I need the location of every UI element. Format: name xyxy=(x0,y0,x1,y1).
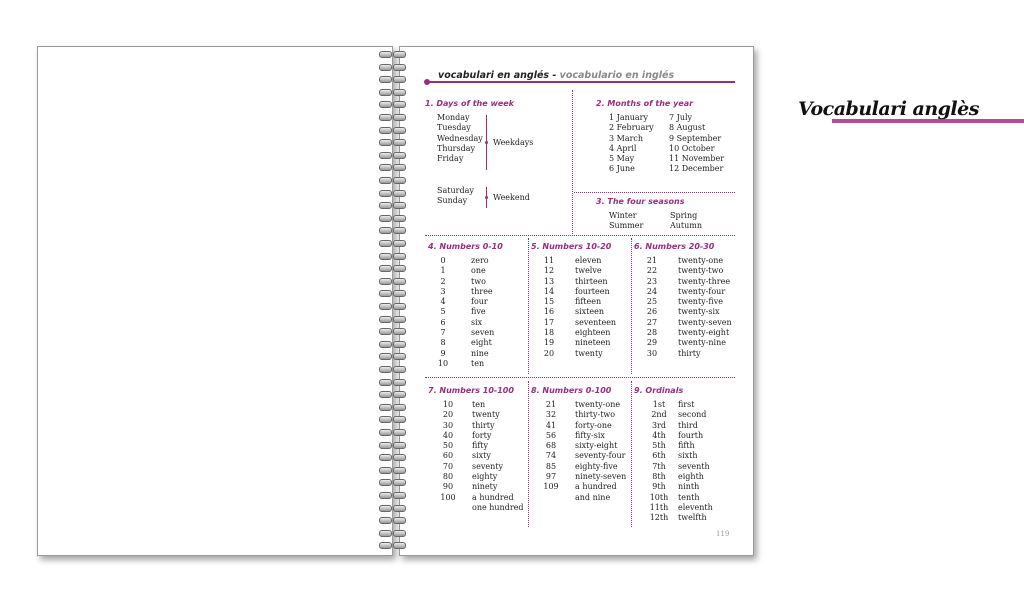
numbers-10-100-title: 7. Numbers 10-100 xyxy=(428,386,514,395)
list-item: 56 xyxy=(545,430,557,440)
numbers-0-100-title: 8. Numbers 0-100 xyxy=(531,386,612,395)
weekdays-list xyxy=(437,112,483,163)
list-item: 9 xyxy=(440,348,446,358)
list-item: 41 xyxy=(545,420,557,430)
list-item: fifth xyxy=(678,441,695,451)
list-item: first xyxy=(678,400,695,409)
spiral-binding xyxy=(378,48,408,554)
list-item: ten xyxy=(472,400,486,409)
spiral-ring xyxy=(378,176,406,183)
list-item: 21 xyxy=(545,400,557,409)
list-item: sixty xyxy=(472,451,491,461)
list-item: 10 xyxy=(442,400,454,409)
numbers-0-10-title: 4. Numbers 0-10 xyxy=(428,242,503,251)
spiral-ring xyxy=(378,365,406,372)
list-item: 5th xyxy=(652,441,666,451)
list-item: 21 xyxy=(646,256,658,265)
spiral-ring xyxy=(378,138,406,145)
weekend-bracket-dot xyxy=(485,196,488,199)
list-item: Friday xyxy=(437,154,464,164)
list-item: 11th xyxy=(649,502,669,512)
spiral-ring xyxy=(378,491,406,498)
spiral-ring xyxy=(378,315,406,322)
list-item: five xyxy=(471,307,486,317)
seasons-left-list xyxy=(609,210,643,231)
list-item: 1 xyxy=(440,266,446,276)
list-item: third xyxy=(678,420,698,430)
spiral-ring xyxy=(378,201,406,208)
divider-middle-row xyxy=(425,377,735,378)
list-item: 9th xyxy=(652,482,666,492)
list-item: twelve xyxy=(575,266,602,276)
list-item: Saturday xyxy=(437,186,474,195)
list-item: twenty-three xyxy=(678,276,731,286)
list-item: 12 xyxy=(543,266,555,276)
spiral-ring xyxy=(378,529,406,536)
list-item: Thursday xyxy=(437,143,475,153)
weekdays-bracket-dot xyxy=(485,141,488,144)
list-item: 11 xyxy=(543,256,555,265)
numbers-20-30-title: 6. Numbers 20-30 xyxy=(634,242,715,251)
divider-col-1 xyxy=(528,238,529,374)
spiral-ring xyxy=(378,466,406,473)
ordinals-words xyxy=(678,400,713,524)
list-item: 60 xyxy=(442,451,454,461)
list-item: eighth xyxy=(678,472,704,482)
list-item: 30 xyxy=(646,348,658,358)
list-item: six xyxy=(471,317,483,327)
list-item: second xyxy=(678,410,707,420)
list-item: twenty-one xyxy=(575,400,621,409)
numbers-10-100-words xyxy=(472,400,524,513)
spiral-ring xyxy=(378,378,406,385)
months-left-list xyxy=(609,112,654,174)
list-item: 5 May xyxy=(609,154,635,164)
spiral-ring xyxy=(378,239,406,246)
list-item: 4 April xyxy=(609,143,637,153)
list-item: sixty-eight xyxy=(575,441,618,451)
list-item: seventy xyxy=(472,461,503,471)
numbers-0-100-words xyxy=(575,400,626,503)
list-item: 74 xyxy=(545,451,557,461)
list-item: seventh xyxy=(678,461,710,471)
list-item: 8th xyxy=(652,472,666,482)
seasons-title: 3. The four seasons xyxy=(596,197,685,206)
list-item: 8 xyxy=(440,338,446,348)
list-item: Wednesday xyxy=(437,133,483,143)
list-item: eleven xyxy=(575,256,602,265)
list-item: fifty xyxy=(472,441,489,451)
header-catalan: vocabulari en anglés xyxy=(438,70,550,81)
spiral-ring xyxy=(378,277,406,284)
list-item: thirty-two xyxy=(575,410,616,420)
divider-top-row xyxy=(425,235,735,236)
list-item: one hundred xyxy=(472,502,524,512)
numbers-10-20-title: 5. Numbers 10-20 xyxy=(531,242,612,251)
list-item: a hundred xyxy=(575,482,617,492)
spiral-ring xyxy=(378,352,406,359)
divider-col-4 xyxy=(631,381,632,527)
list-item: twenty-two xyxy=(678,266,724,276)
list-item: and nine xyxy=(575,492,611,502)
list-item: eighty xyxy=(472,472,498,482)
list-item: 7 July xyxy=(669,113,693,122)
list-item: twenty-seven xyxy=(678,317,732,327)
list-item: seventy-four xyxy=(575,451,626,461)
list-item: Autumn xyxy=(670,221,703,231)
spiral-ring xyxy=(378,327,406,334)
spiral-ring xyxy=(378,478,406,485)
list-item: 70 xyxy=(442,461,454,471)
numbers-0-10-words xyxy=(471,256,494,369)
seasons-right-list xyxy=(670,210,702,231)
list-item: 25 xyxy=(646,297,658,307)
list-item: 26 xyxy=(646,307,658,317)
list-item: 90 xyxy=(442,482,454,492)
spiral-ring xyxy=(378,340,406,347)
notebook-left-page xyxy=(37,46,393,556)
list-item: Spring xyxy=(670,211,698,220)
list-item: 0 xyxy=(440,256,446,265)
list-item: fifty-six xyxy=(575,430,605,440)
list-item: Summer xyxy=(609,221,644,231)
page-number: 119 xyxy=(716,530,730,538)
spiral-ring xyxy=(378,516,406,523)
list-item: Tuesday xyxy=(437,123,471,133)
list-item: 50 xyxy=(442,441,454,451)
list-item: twenty-six xyxy=(678,307,720,317)
spiral-ring xyxy=(378,189,406,196)
list-item xyxy=(539,493,563,503)
list-item xyxy=(436,503,460,513)
spiral-ring xyxy=(378,163,406,170)
list-item: 12th xyxy=(649,513,669,523)
list-item: 68 xyxy=(545,441,557,451)
numbers-20-30-digits xyxy=(640,256,664,359)
list-item: 2nd xyxy=(651,410,667,420)
numbers-10-20-words xyxy=(575,256,616,359)
ordinals-abbrev xyxy=(647,400,671,524)
list-item: 2 xyxy=(440,276,446,286)
weekdays-label: Weekdays xyxy=(493,138,534,147)
list-item: 27 xyxy=(646,317,658,327)
list-item: 14 xyxy=(543,286,555,296)
list-item: 24 xyxy=(646,286,658,296)
ordinals-title: 9. Ordinals xyxy=(634,386,684,395)
spiral-ring xyxy=(378,63,406,70)
days-title: 1. Days of the week xyxy=(425,99,514,108)
list-item: 13 xyxy=(543,276,555,286)
numbers-10-100-digits xyxy=(436,400,460,513)
list-item: 6th xyxy=(652,451,666,461)
list-item: Sunday xyxy=(437,196,468,206)
list-item: Winter xyxy=(609,211,637,220)
list-item: 17 xyxy=(543,317,555,327)
list-item: tenth xyxy=(678,492,700,502)
list-item: 20 xyxy=(543,348,555,358)
weekend-list xyxy=(437,185,474,206)
list-item: zero xyxy=(471,256,489,265)
list-item: two xyxy=(471,276,486,286)
spiral-ring xyxy=(378,403,406,410)
list-item: 2 February xyxy=(609,123,654,133)
list-item: 10 xyxy=(437,358,449,368)
list-item: 9 September xyxy=(669,133,722,143)
list-item: 18 xyxy=(543,328,555,338)
list-item: 28 xyxy=(646,328,658,338)
spiral-ring xyxy=(378,302,406,309)
spiral-ring xyxy=(378,441,406,448)
list-item: 23 xyxy=(646,276,658,286)
list-item: 7 xyxy=(440,328,446,338)
spiral-ring xyxy=(378,390,406,397)
list-item: a hundred xyxy=(472,492,514,502)
list-item: 32 xyxy=(545,410,557,420)
list-item: 22 xyxy=(646,266,658,276)
divider-months-seasons xyxy=(574,192,735,193)
list-item: 19 xyxy=(543,338,555,348)
list-item: 15 xyxy=(543,297,555,307)
spiral-ring xyxy=(378,100,406,107)
spiral-ring xyxy=(378,126,406,133)
numbers-20-30-words xyxy=(678,256,732,359)
list-item: forty xyxy=(472,430,492,440)
spiral-ring xyxy=(378,50,406,57)
list-item: 40 xyxy=(442,430,454,440)
list-item: 97 xyxy=(545,472,557,482)
list-item: seven xyxy=(471,328,495,338)
list-item: eighty-five xyxy=(575,461,618,471)
list-item: twenty xyxy=(472,410,500,420)
list-item: eleventh xyxy=(678,502,713,512)
list-item: eight xyxy=(471,338,492,348)
spiral-ring xyxy=(378,428,406,435)
list-item: 5 xyxy=(440,307,446,317)
spiral-ring xyxy=(378,151,406,158)
list-item: nineteen xyxy=(575,338,611,348)
list-item: 6 xyxy=(440,317,446,327)
list-item: 100 xyxy=(440,492,456,502)
list-item: 3 March xyxy=(609,133,644,143)
spiral-ring xyxy=(378,264,406,271)
list-item: twenty-one xyxy=(678,256,724,265)
divider-col-3 xyxy=(528,381,529,527)
side-title: Vocabulari anglès xyxy=(798,98,979,120)
months-right-list xyxy=(669,112,724,174)
list-item: twenty xyxy=(575,348,603,358)
list-item: three xyxy=(471,286,493,296)
list-item: 30 xyxy=(442,420,454,430)
list-item: eighteen xyxy=(575,328,611,338)
list-item: thirty xyxy=(472,420,495,430)
spiral-ring xyxy=(378,541,406,548)
list-item: thirty xyxy=(678,348,701,358)
spiral-ring xyxy=(378,453,406,460)
list-item: seventeen xyxy=(575,317,617,327)
list-item: 11 November xyxy=(669,154,725,164)
list-item: twenty-five xyxy=(678,297,723,307)
list-item: 6 June xyxy=(609,164,635,174)
spiral-ring xyxy=(378,88,406,95)
list-item: Monday xyxy=(437,113,470,122)
header-underline xyxy=(425,81,735,83)
list-item: 4 xyxy=(440,297,446,307)
list-item: 3 xyxy=(440,286,446,296)
list-item: 8 August xyxy=(669,123,706,133)
list-item: 16 xyxy=(543,307,555,317)
weekend-label: Weekend xyxy=(493,193,530,202)
months-title: 2. Months of the year xyxy=(596,99,694,108)
list-item: 7th xyxy=(652,461,666,471)
spiral-ring xyxy=(378,113,406,120)
list-item: nine xyxy=(471,348,489,358)
header-separator: - xyxy=(549,70,560,81)
spiral-ring xyxy=(378,75,406,82)
list-item: 1st xyxy=(652,400,666,409)
spiral-ring xyxy=(378,214,406,221)
numbers-0-100-digits xyxy=(539,400,563,503)
list-item: ten xyxy=(471,358,485,368)
list-item: 4th xyxy=(652,430,666,440)
list-item: fifteen xyxy=(575,297,602,307)
list-item: 20 xyxy=(442,410,454,420)
list-item: ninety-seven xyxy=(575,472,627,482)
list-item: 80 xyxy=(442,472,454,482)
divider-days-months xyxy=(572,90,573,234)
list-item: twenty-nine xyxy=(678,338,726,348)
list-item: 12 December xyxy=(669,164,724,174)
list-item: 29 xyxy=(646,338,658,348)
list-item: thirteen xyxy=(575,276,608,286)
list-item: twelfth xyxy=(678,513,707,523)
spiral-ring xyxy=(378,252,406,259)
list-item: sixteen xyxy=(575,307,605,317)
spiral-ring xyxy=(378,504,406,511)
list-item: 10th xyxy=(649,492,669,502)
spiral-ring xyxy=(378,415,406,422)
list-item: sixth xyxy=(678,451,698,461)
list-item: forty-one xyxy=(575,420,612,430)
list-item: fourth xyxy=(678,430,704,440)
numbers-0-10-digits xyxy=(431,256,455,369)
list-item: 85 xyxy=(545,461,557,471)
list-item: ninth xyxy=(678,482,700,492)
list-item: 10 October xyxy=(669,143,715,153)
list-item: fourteen xyxy=(575,286,610,296)
page-header xyxy=(438,70,674,81)
divider-col-2 xyxy=(631,238,632,374)
header-spanish: vocabulario en inglés xyxy=(559,70,675,81)
list-item: 109 xyxy=(543,482,559,492)
list-item: four xyxy=(471,297,488,307)
list-item: 1 January xyxy=(609,113,649,122)
list-item: twenty-four xyxy=(678,286,726,296)
list-item: one xyxy=(471,266,486,276)
list-item: ninety xyxy=(472,482,498,492)
spiral-ring xyxy=(378,226,406,233)
numbers-10-20-digits xyxy=(537,256,561,359)
list-item: twenty-eight xyxy=(678,328,730,338)
spiral-ring xyxy=(378,289,406,296)
list-item: 3rd xyxy=(651,420,667,430)
